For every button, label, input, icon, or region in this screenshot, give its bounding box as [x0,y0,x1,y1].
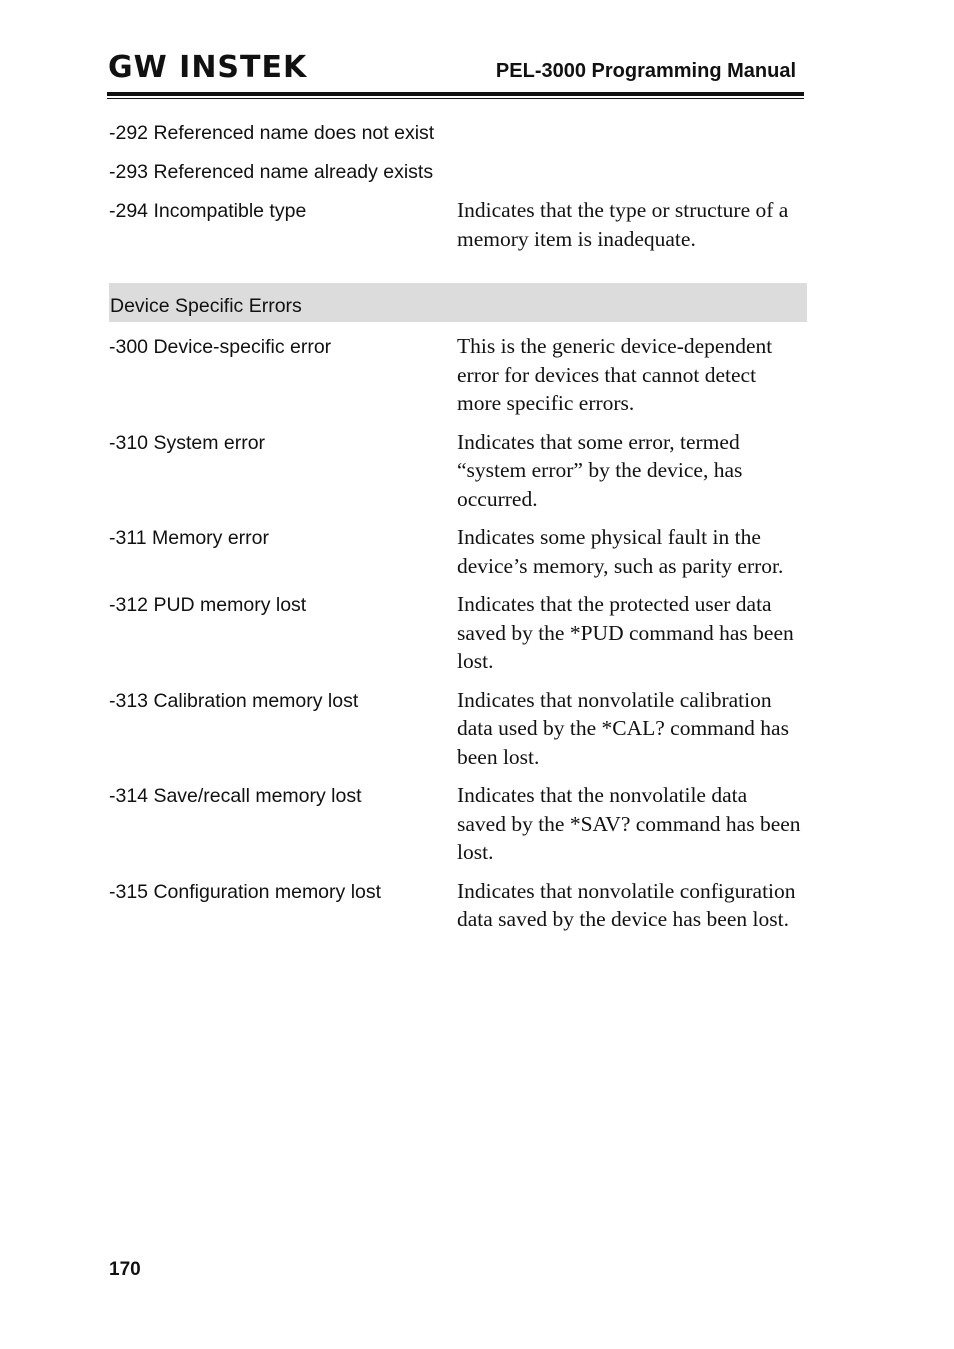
error-code: -312 PUD memory lost [109,594,307,616]
section-header-band [109,283,807,322]
error-code: -310 System error [109,431,266,454]
error-description: Indicates that nonvolatile configuration data saved by the device has been lost. [457,878,796,931]
error-code: -300 Device-specific error [109,336,332,358]
table-row [109,590,807,676]
error-description: Indicates that the nonvolatile data saved by the *SAV? command has been lost. [457,783,801,864]
error-description: Indicates that nonvolatile calibration data used by the *CAL? command has been lost. [457,687,789,769]
table-row [109,196,807,253]
error-code: -314 Save/recall memory lost [109,785,362,807]
header-rule-thick [107,92,804,96]
error-description: Indicates that some error, termed “system error” by the device, has occurred. [457,429,743,511]
error-description: Indicates that the protected user data saved by the *PUD command has been lost. [457,592,794,673]
table-row [109,686,807,772]
table-row [109,157,807,186]
error-description: This is the generic device-dependent error for devices that cannot detect more specific errors. [457,334,773,415]
error-code: -292 Referenced name does not exist [109,122,435,144]
table-row [109,118,807,147]
error-code: -294 Incompatible type [109,200,307,222]
error-description: Indicates some physical fault in the device’s memory, such as parity error. [457,525,784,578]
error-code: -311 Memory error [109,527,270,549]
gw-instek-logo: GW INSTEK [108,50,308,85]
table-row [109,523,807,580]
page-number: 170 [109,1259,141,1280]
error-code: -313 Calibration memory lost [109,689,359,712]
error-code: -315 Configuration memory lost [109,880,382,903]
error-table [109,118,807,944]
table-row [109,332,807,418]
error-code: -293 Referenced name already exists [109,161,434,183]
table-row [109,877,807,934]
section-title: Device Specific Errors [110,295,302,317]
error-description: Indicates that the type or structure of a memory item is inadequate. [457,198,789,251]
table-row [109,781,807,867]
manual-title: PEL-3000 Programming Manual [495,60,796,82]
header-rule-thin [107,98,804,99]
table-row [109,428,807,514]
